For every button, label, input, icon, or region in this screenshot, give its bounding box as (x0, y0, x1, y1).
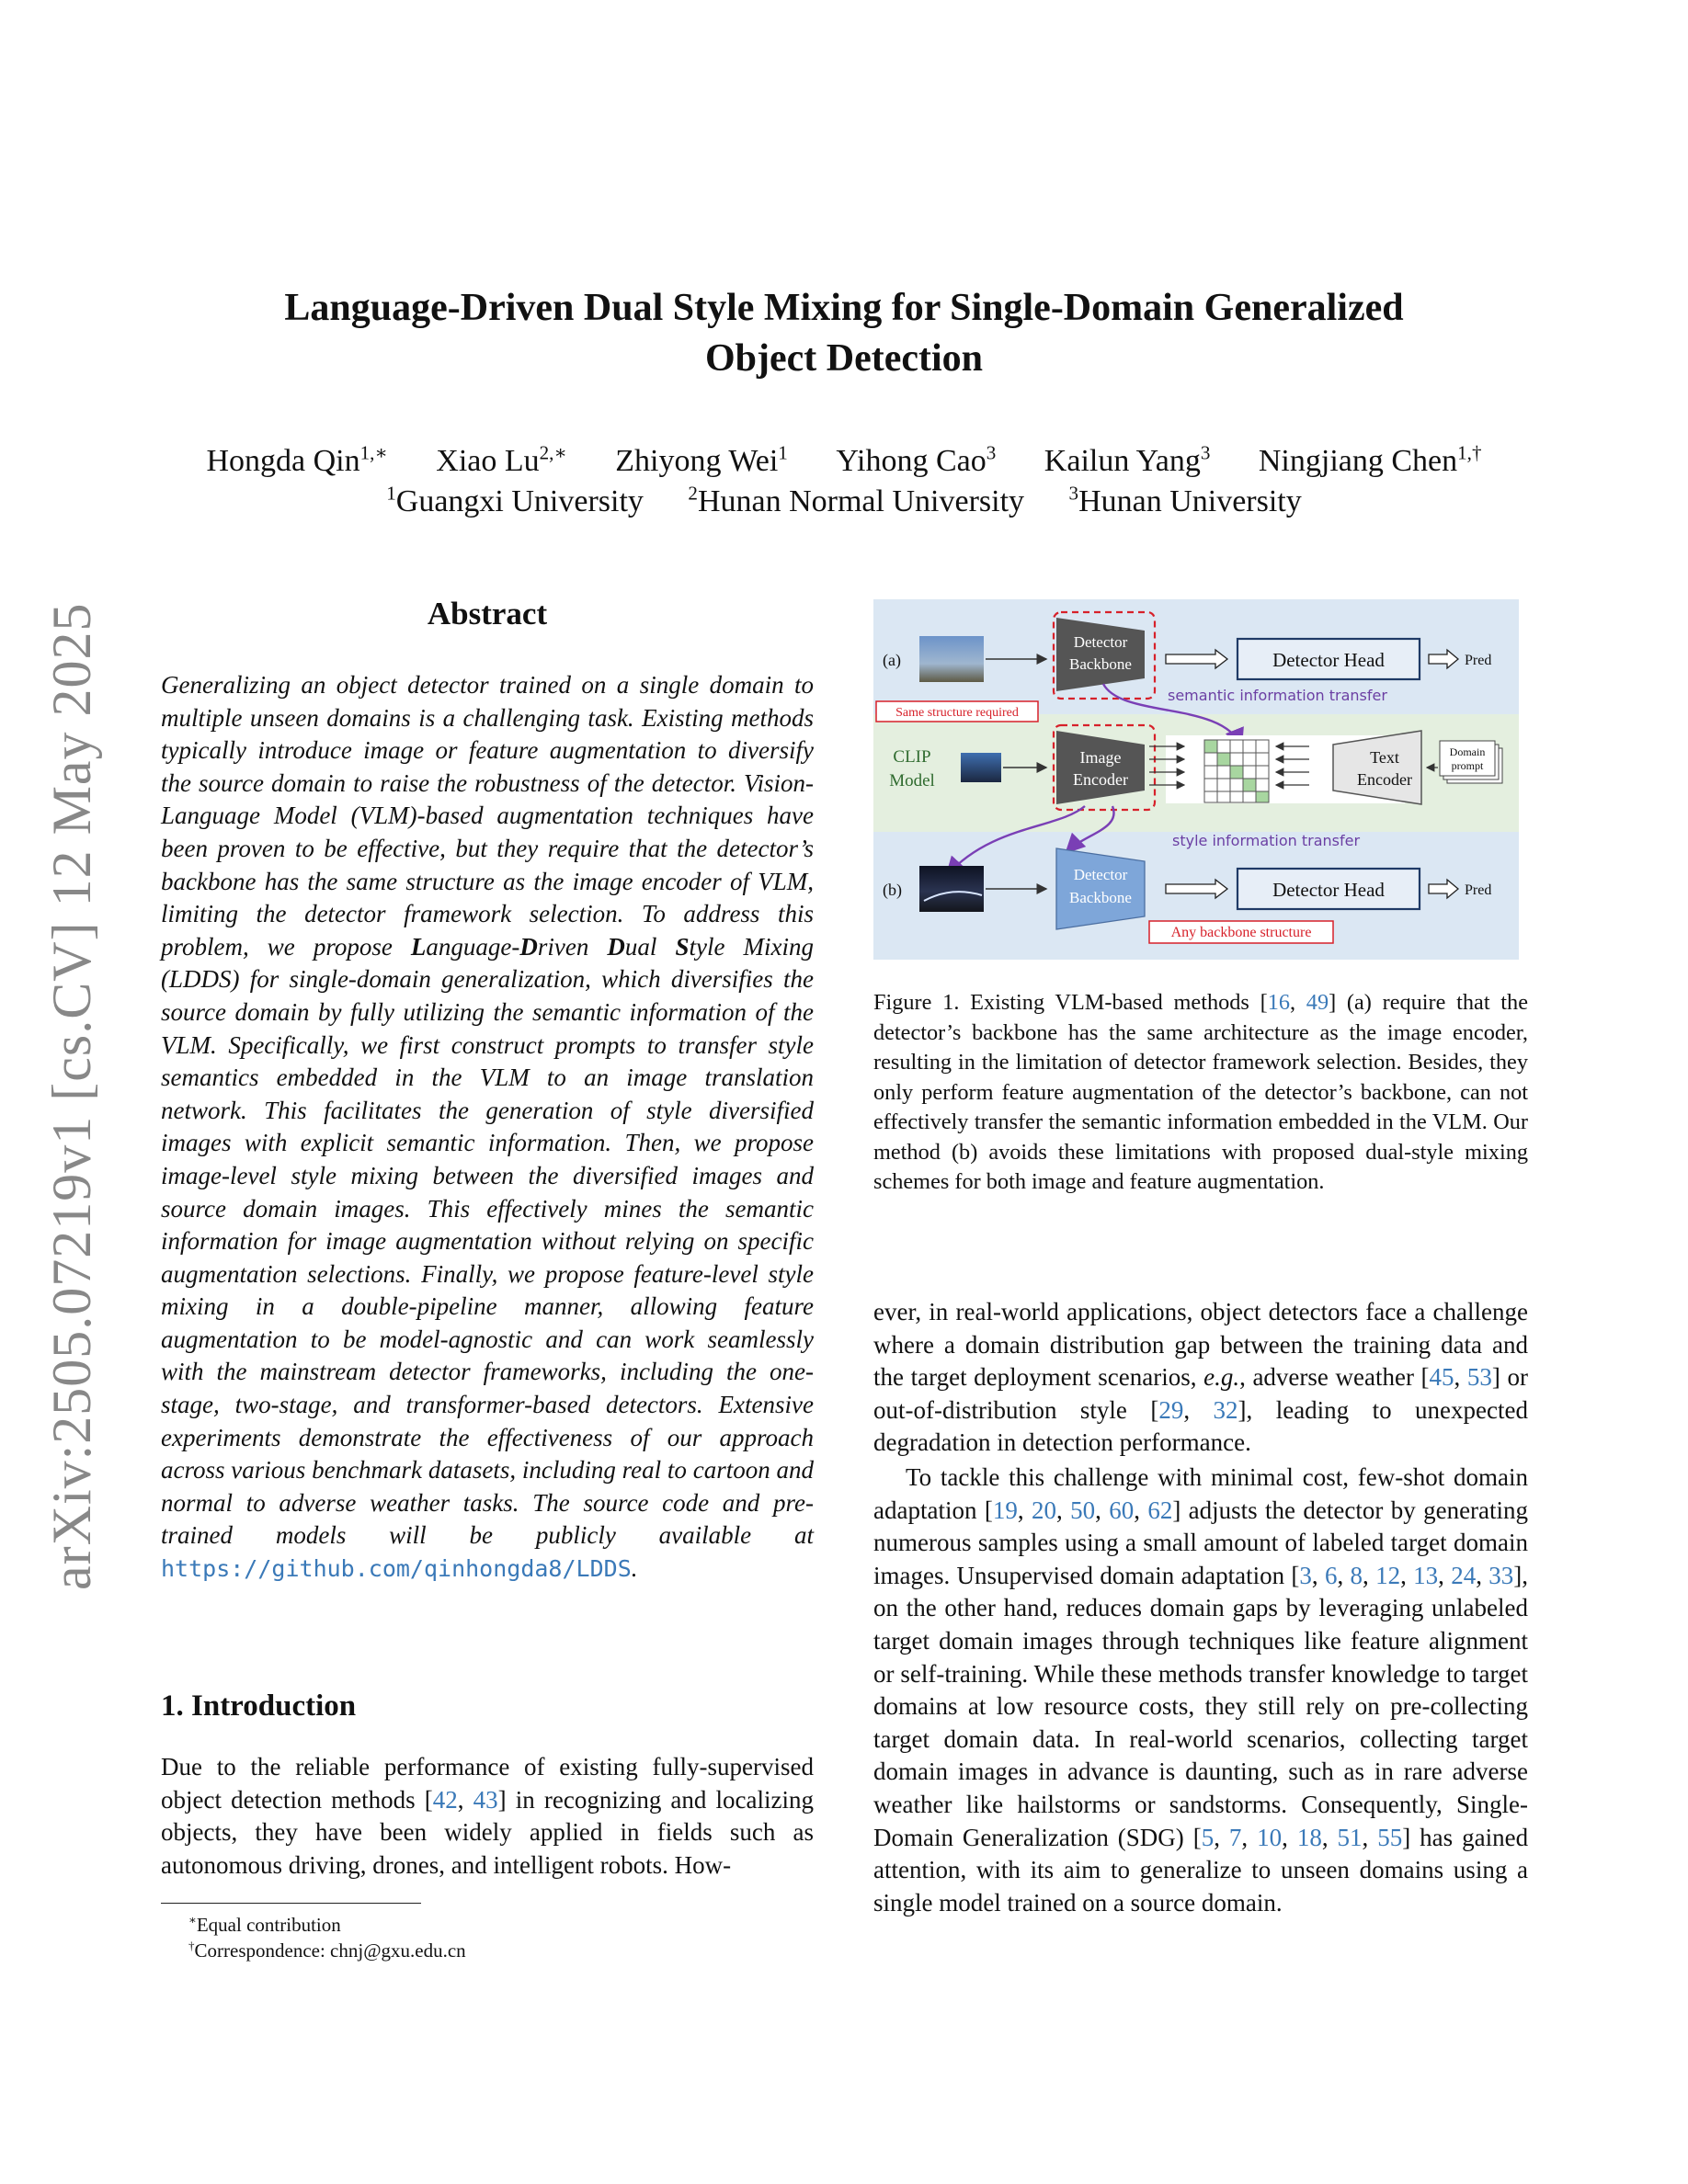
domain-prompt-text-2: prompt (1451, 759, 1484, 772)
author-list (0, 441, 1688, 482)
citation-link[interactable]: 6 (1324, 1561, 1338, 1589)
citation-link[interactable]: 12 (1375, 1561, 1401, 1589)
pred-a: Pred (1465, 653, 1492, 668)
clip-image (961, 753, 1001, 782)
text-encoder-text-1: Text (1370, 748, 1399, 767)
citation-link[interactable]: 16 (1267, 990, 1290, 1015)
author: Zhiyong Wei$^1$ (615, 441, 788, 478)
section-heading-introduction: 1. Introduction (161, 1689, 357, 1723)
footnote-rule (161, 1903, 421, 1904)
citation-link[interactable]: 50 (1070, 1496, 1096, 1524)
footnotes (188, 1912, 466, 1963)
citation-link[interactable]: 33 (1488, 1561, 1514, 1589)
source-image-b (919, 866, 984, 912)
author: Kailun Yang$^3$ (1044, 441, 1211, 478)
citation-link[interactable]: 13 (1413, 1561, 1439, 1589)
any-backbone-text: Any backbone structure (1170, 925, 1312, 940)
text-encoder-text-2: Encoder (1357, 770, 1412, 789)
footnote-equal: ∗Equal contribution (188, 1913, 341, 1936)
figure-1-caption: Figure 1. Existing VLM-based methods [16, 49] (a) require that the detector’s backbone has the same architecture as the image encoder, resulting in the limitation of detector framework selection. Besides, they only perform feature augmentation of the detector’s backbone, can not effectively transfer the semantic information embedded in the VLM. Our method (b) avoids these limitations with proposed dual-style mixing schemes for both image and feature augmentation. (873, 990, 1528, 1194)
semantic-transfer-label: semantic information transfer (1168, 687, 1387, 704)
citation-link[interactable]: 19 (992, 1496, 1018, 1524)
abstract-heading: Abstract (427, 596, 548, 631)
backbone-b-text-2: Backbone (1069, 889, 1132, 906)
text-encoder (1333, 731, 1421, 804)
image-encoder-text-2: Encoder (1073, 770, 1128, 789)
title-line-1: Language-Driven Dual Style Mixing for Single-Domain Generalized (284, 287, 1404, 329)
citation-link[interactable]: 55 (1377, 1823, 1403, 1851)
same-structure-text: Same structure required (895, 706, 1019, 720)
citation-link[interactable]: 62 (1147, 1496, 1173, 1524)
label-b: (b) (883, 881, 902, 899)
title-line-2: Object Detection (704, 337, 984, 380)
citation-link[interactable]: 3 (1299, 1561, 1312, 1589)
citation-link[interactable]: 60 (1109, 1496, 1135, 1524)
affiliation: $^1$Guangxi University (386, 482, 644, 518)
domain-prompt-stack (1440, 741, 1502, 783)
citation-link[interactable]: 7 (1228, 1823, 1242, 1851)
author: Hongda Qin$^{1,∗}$ (206, 441, 388, 478)
clip-label-2: Model (889, 771, 935, 791)
affiliation-list (0, 482, 1688, 522)
abstract-body: Generalizing an object detector trained on a single domain to multiple unseen domains is a challenging task. Existing methods typically introduce image or feature augmentation to diversify the source domain to raise the robustness of the detector. Vision-Language Model (VLM)-based augmentation techniques have been proven to be effective, but they require that the detector’s backbone has the same structure as the image encoder of VLM, limiting the detector framework selection. To address this problem, we propose Language-Driven Dual Style Mixing (LDDS) for single-domain generalization, which diversifies the source domain by fully utilizing the semantic information of the VLM. Specifically, we first construct prompts to transfer style semantics embedded in the VLM to an image translation network. This facilitates the generation of style diversified images with explicit semantic information. Then, we propose image-level style mixing between the diversified images and source domain images. This effectively mines the semantic information for image augmentation without relying on specific augmentation selections. Finally, we propose feature-level style mixing in a double-pipeline manner, allowing feature augmentation to be model-agnostic and can work seamlessly with the mainstream detector frameworks, including the one-stage, two-stage, and transformer-based detectors. Extensive experiments demonstrate the effectiveness of our approach across various benchmark datasets, including real to cartoon and normal to adverse weather tasks. The source code and pre-trained models will be publicly available at https://github.com/qinhongda8/LDDS. (161, 671, 814, 1583)
citation-link[interactable]: 51 (1337, 1823, 1363, 1851)
backbone-a-text-1: Detector (1073, 633, 1128, 651)
github-link[interactable]: https://github.com/qinhongda8/LDDS (161, 1555, 632, 1583)
paper-title (0, 283, 1688, 384)
backbone-a-text-2: Backbone (1069, 655, 1132, 673)
backbone-b-text-1: Detector (1073, 866, 1128, 883)
citation-link[interactable]: 42 (432, 1785, 458, 1814)
citation-link[interactable]: 18 (1296, 1823, 1322, 1851)
detector-backbone-a (1056, 618, 1145, 691)
intro-paragraph: Due to the reliable performance of existing fully-supervised object detection methods [42, 43] in recognizing and localizing objects, they have been widely applied in fields such as autonomous driving, drones, and intelligent robots. How- (161, 1753, 814, 1879)
domain-prompt-text-1: Domain (1449, 745, 1486, 758)
citation-link[interactable]: 32 (1213, 1395, 1238, 1424)
citation-link[interactable]: 43 (473, 1785, 498, 1814)
citation-link[interactable]: 45 (1429, 1363, 1454, 1392)
style-transfer-label: style information transfer (1172, 832, 1361, 849)
figure-1-diagram (873, 599, 1519, 960)
pred-b: Pred (1465, 882, 1492, 898)
citation-link[interactable]: 53 (1466, 1363, 1492, 1392)
arxiv-identifier: arXiv:2505.07219v1 [cs.CV] 12 May 2025 (41, 602, 102, 1590)
clip-label-1: CLIP (893, 747, 931, 767)
author: Yihong Cao$^3$ (836, 441, 997, 478)
detector-head-a-text: Detector Head (1272, 649, 1385, 671)
citation-link[interactable]: 5 (1201, 1823, 1215, 1851)
citation-link[interactable]: 20 (1031, 1496, 1056, 1524)
citation-link[interactable]: 29 (1158, 1395, 1184, 1424)
citation-link[interactable]: 10 (1257, 1823, 1283, 1851)
author: Ningjiang Chen$^{1,\dagger}$ (1258, 441, 1482, 478)
right-paragraph-2: To tackle this challenge with minimal cost, few-shot domain adaptation [19, 20, 50, 60, 62] adjusts the detector by generating numerous samples using a small amount of labeled target domain images. Unsupervised domain adaptation [3, 6, 8, 12, 13, 24, 33], on the other hand, reduces domain gaps by leveraging unlabeled target domain images through techniques like feature alignment or self-training. While these methods transfer knowledge to target domains at low resource costs, they still rely on pre-collecting target domain data. In real-world scenarios, collecting target domain images in advance is daunting, such as in rare adverse weather like hailstorms or sandstorms. Consequently, Single-Domain Generalization (SDG) [5, 7, 10, 18, 51, 55] has gained attention, with its aim to generalize to unseen domains using a single model trained on a source domain. (873, 1463, 1529, 1917)
label-a: (a) (883, 651, 901, 669)
source-image-a (919, 636, 984, 682)
citation-link[interactable]: 8 (1350, 1561, 1363, 1589)
affiliation: $^2$Hunan Normal University (688, 482, 1025, 518)
image-encoder-text-1: Image (1079, 748, 1122, 767)
citation-link[interactable]: 49 (1306, 990, 1329, 1015)
detector-head-b-text: Detector Head (1272, 879, 1385, 901)
footnote-correspondence: †Correspondence: chnj@gxu.edu.cn (188, 1939, 466, 1962)
right-paragraph-1: ever, in real-world applications, object detectors face a challenge where a domain distribution gap between the training data and the target deployment scenarios, e.g., adverse weather [45, 53] or out-of-distribution style [29, 32], leading to unexpected degradation in detection performance. (873, 1298, 1529, 1457)
affiliation: $^3$Hunan University (1068, 482, 1302, 518)
citation-link[interactable]: 24 (1451, 1561, 1477, 1589)
author: Xiao $Lu^{2,∗}$ (436, 441, 567, 478)
